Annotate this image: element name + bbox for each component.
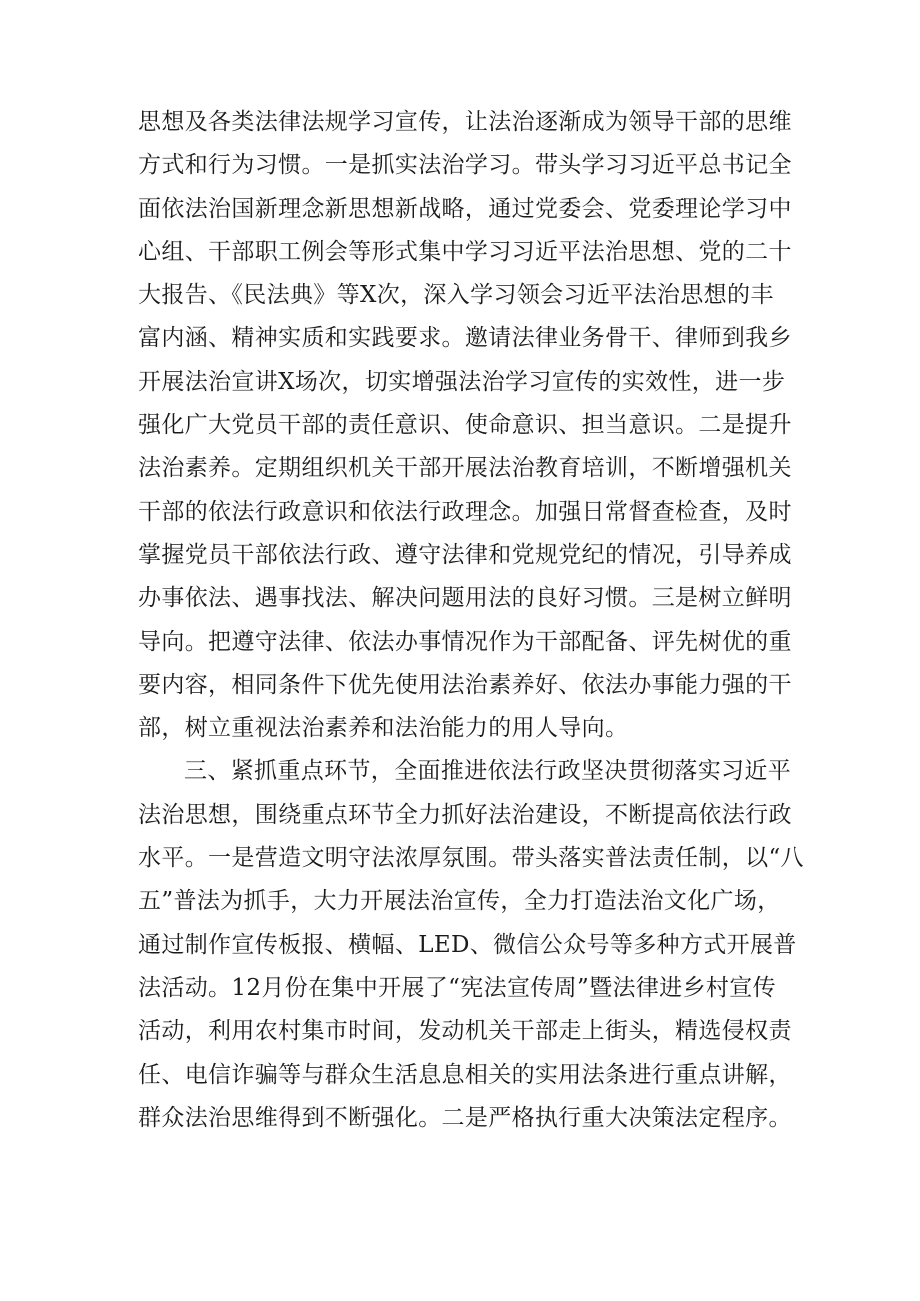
- text-line: 法治素养。定期组织机关干部开展法治教育培训，不断增强机关: [138, 455, 792, 482]
- text-line: 开展法治宣讲X场次，切实增强法治学习宣传的实效性，进一步: [138, 368, 786, 395]
- text-line: 富内涵、精神实质和实践要求。邀请法律业务骨干、律师到我乡: [138, 325, 792, 352]
- text-line: 群众法治思维得到不断强化。二是严格执行重大决策法定程序。: [138, 1104, 792, 1131]
- text-line: 掌握党员干部依法行政、遵守法律和党规党纪的情况，引导养成: [138, 541, 792, 568]
- text-line: 办事依法、遇事找法、解决问题用法的良好习惯。三是树立鲜明: [138, 585, 792, 612]
- text-line: 强化广大党员干部的责任意识、使命意识、担当意识。二是提升: [138, 412, 792, 439]
- text-line: 法治思想，围绕重点环节全力抓好法治建设，不断提高依法行政: [138, 801, 792, 828]
- text-line: 活动，利用农村集市时间，发动机关干部走上街头，精选侵权责: [138, 1018, 792, 1045]
- text-line: 通过制作宣传板报、横幅、LED、微信公众号等多种方式开展普: [138, 931, 797, 958]
- text-line: 方式和行为习惯。一是抓实法治学习。带头学习习近平总书记全: [138, 152, 792, 179]
- text-line: 导向。把遵守法律、依法办事情况作为干部配备、评先树优的重: [138, 628, 792, 655]
- text-line: 干部的依法行政意识和依法行政理念。加强日常督查检查，及时: [138, 498, 792, 525]
- text-line: 思想及各类法律法规学习宣传，让法治逐渐成为领导干部的思维: [138, 109, 792, 135]
- text-line: 五”普法为抓手，大力开展法治宣传，全力打造法治文化广场，: [138, 888, 781, 915]
- text-line: 部，树立重视法治素养和法治能力的用人导向。: [138, 715, 629, 742]
- body-text: [138, 101, 804, 1140]
- text-line: 水平。一是营造文明守法浓厚氛围。带头落实普法责任制，以“八: [138, 845, 804, 872]
- text-line: 大报告、《民法典》等X次，深入学习领会习近平法治思想的丰: [138, 282, 774, 309]
- text-line: 面依法治国新理念新思想新战略，通过党委会、党委理论学习中: [138, 195, 792, 222]
- text-line: 法活动。12月份在集中开展了“宪法宣传周”暨法律进乡村宣传: [138, 974, 776, 1001]
- section-heading-line: 三、紧抓重点环节，全面推进依法行政坚决贯彻落实习近平: [184, 758, 792, 785]
- text-line: 要内容，相同条件下优先使用法治素养好、依法办事能力强的干: [138, 671, 792, 698]
- text-line: 心组、干部职工例会等形式集中学习习近平法治思想、党的二十: [138, 238, 792, 265]
- text-line: 任、电信诈骗等与群众生活息息相关的实用法条进行重点讲解，: [138, 1061, 792, 1088]
